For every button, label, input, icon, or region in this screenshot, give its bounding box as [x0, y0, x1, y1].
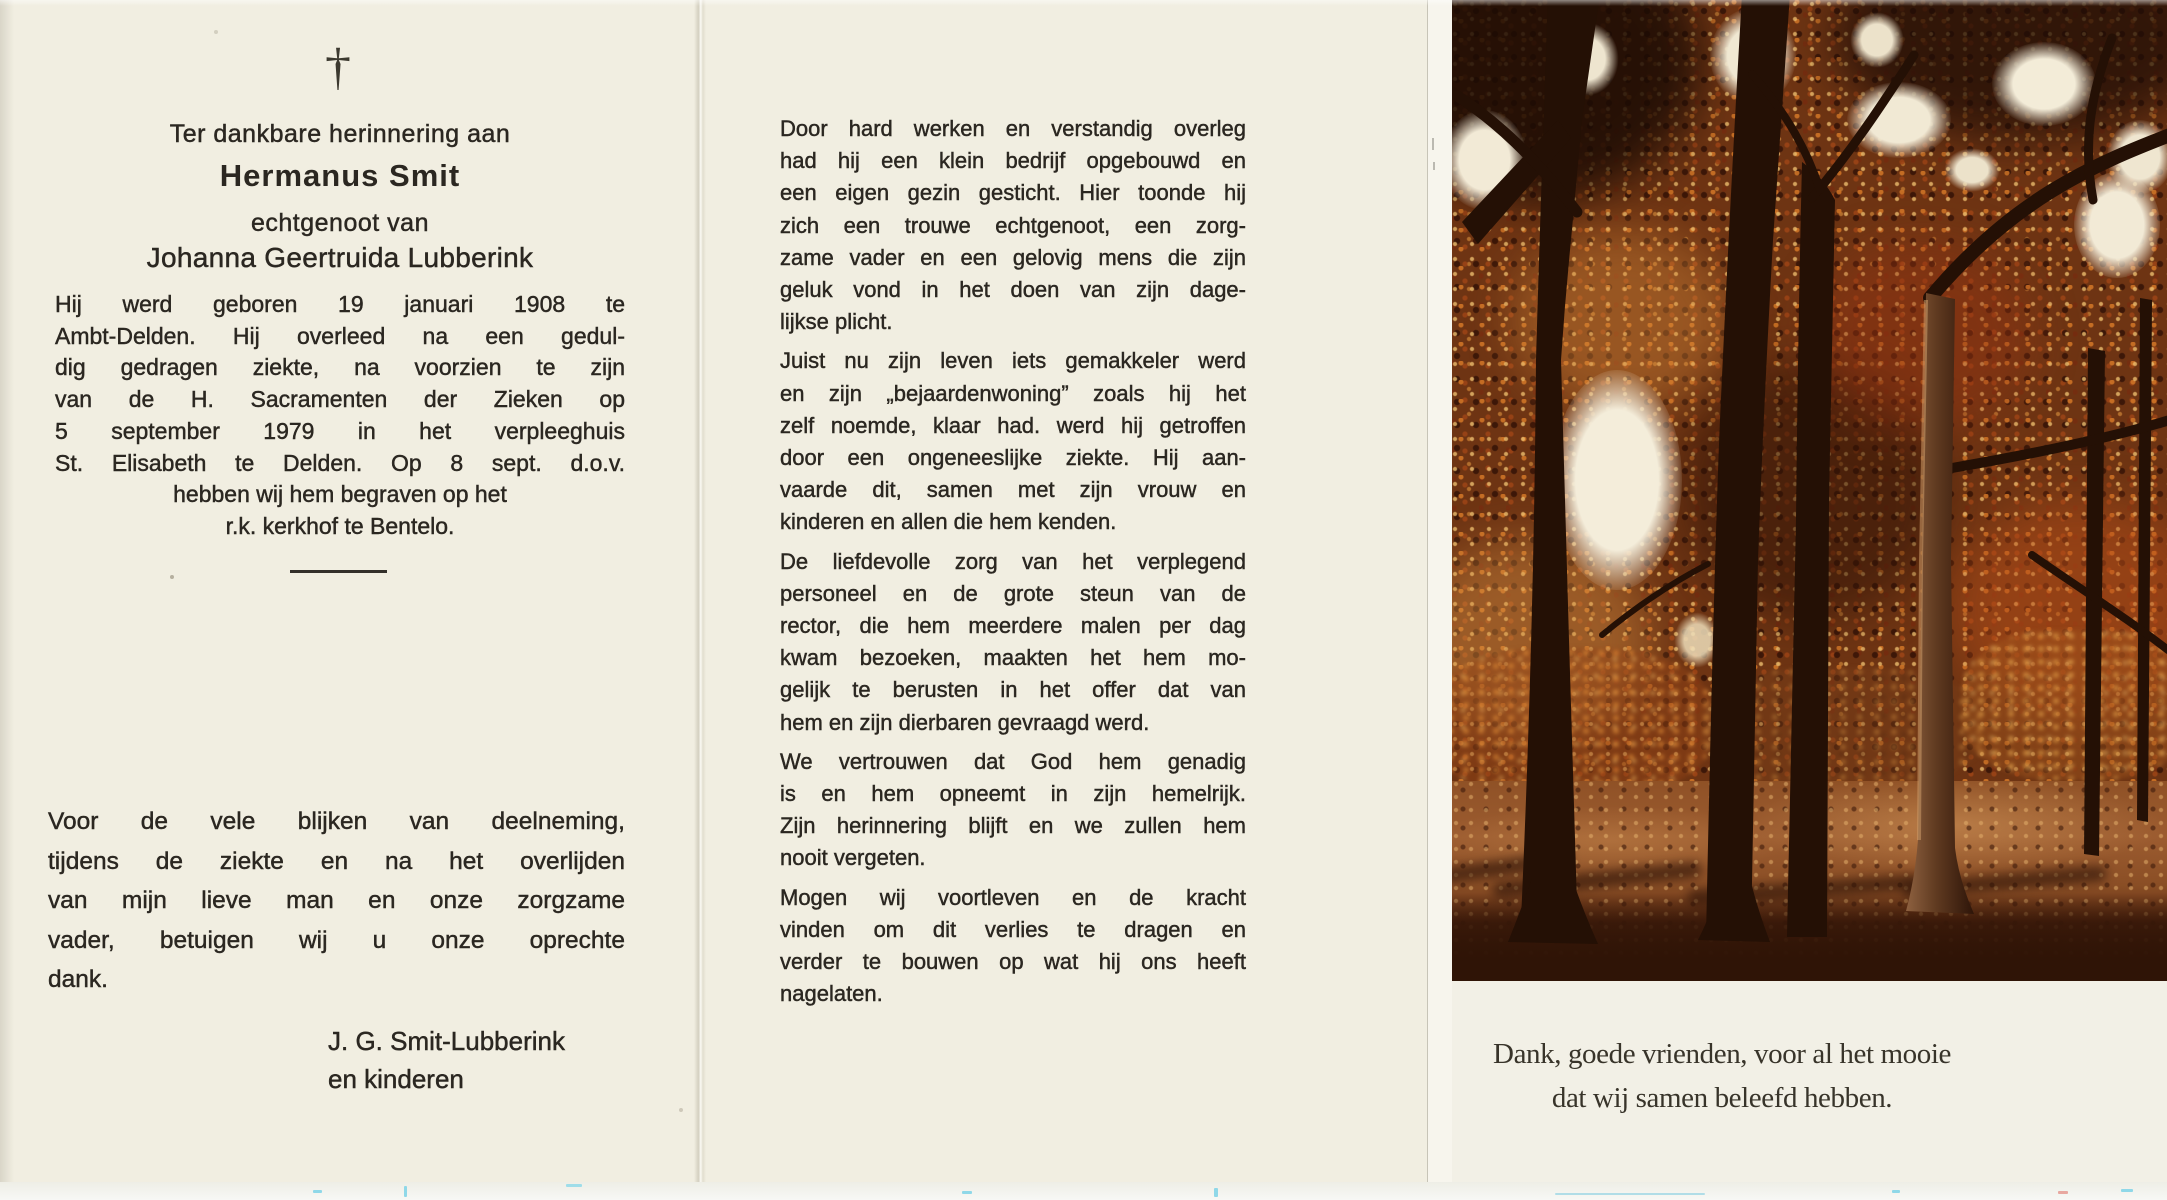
scan-artifact [1433, 162, 1435, 170]
photo-caption: Dank, goede vrienden, voor al het mooie dat wij samen beleefd hebben. [1493, 1038, 1951, 1114]
scan-mark [313, 1190, 322, 1193]
paper-speck [170, 575, 174, 579]
scan-mark [962, 1191, 972, 1194]
fold-crease [694, 0, 706, 1200]
right-card-edge [1427, 0, 1453, 1200]
paragraph-3: De liefdevolle zorg van het verplegend personeel en de grote steun van de rector, die hem meerdere malen per dag kwam bezoeken, maakten het hem mo- gelijk te berusten in het offer dat van hem en zijn dierbaren gevraagd werd. [780, 548, 1246, 735]
scan-mark [566, 1184, 582, 1187]
spouse-name: Johanna Geertruida Lubberink [146, 242, 534, 273]
scan-mark [1555, 1193, 1705, 1195]
divider-rule [290, 570, 387, 573]
relation-line: echtgenoot van [251, 209, 429, 237]
thanks-paragraph: Voor de vele blijken van deelneming, tijdens de ziekte en na het overlijden van mijn lieve man en onze zorgzame vader, betuigen wij u onze oprechte dank. [48, 808, 625, 993]
middle-text-column [780, 113, 1246, 1017]
tree-trunks [1452, 0, 2167, 981]
paper-speck [214, 30, 218, 34]
autumn-forest-photo [1452, 0, 2167, 981]
scan-mark [1214, 1188, 1218, 1197]
signature: J. G. Smit-Lubberink en kinderen [328, 1026, 565, 1094]
scan-mark [2058, 1191, 2068, 1194]
scan-bottom-strip [0, 1182, 2167, 1200]
cross-icon: † [325, 39, 351, 96]
paragraph-4: We vertrouwen dat God hem genadig is en hem opneemt in zijn hemelrijk. Zijn herinnering blijft en we zullen hem nooit vergeten. [780, 748, 1246, 871]
biography-paragraph: Hij werd geboren 19 januari 1908 te Ambt-Delden. Hij overleed na een gedul- dig gedragen ziekte, na voorzien te zijn van de H. Sacramenten der Zieken op 5 september 1979 in het verpleeghuis St. Elisabeth te Delden. Op 8 sept. d.o.v. hebben wij hem begraven op het r.k. kerkhof te Bentelo. [55, 291, 625, 539]
paragraph-5: Mogen wij voortleven en de kracht vinden om dit verlies te dragen en verder te bouwen op wat hij ons heeft nagelaten. [780, 884, 1246, 1007]
scan-mark [2121, 1189, 2133, 1192]
memorial-intro: Ter dankbare herinnering aan [169, 120, 511, 148]
paper-speck [679, 1108, 683, 1112]
paragraph-1: Door hard werken en verstandig overleg had hij een klein bedrijf opgebouwd en een eigen gezin gesticht. Hier toonde hij zich een trouwe echtgenoot, een zorg- zame vader en een gelovig mens die zijn geluk vond in het doen van zijn dage- lijkse plicht. [780, 116, 1246, 335]
paragraph-2: Juist nu zijn leven iets gemakkeler werd en zijn „bejaardenwoning” zoals hij het zelf noemde, klaar had. werd hij getroffen door een ongeneeslijke ziekte. Hij aan- vaarde dit, samen met zijn vrouw en kinderen en allen die hem kenden. [780, 348, 1246, 535]
scan-mark [1892, 1190, 1900, 1193]
scan-artifact [1432, 138, 1434, 150]
deceased-name: Hermanus Smit [219, 158, 461, 193]
scan-mark [404, 1186, 407, 1197]
